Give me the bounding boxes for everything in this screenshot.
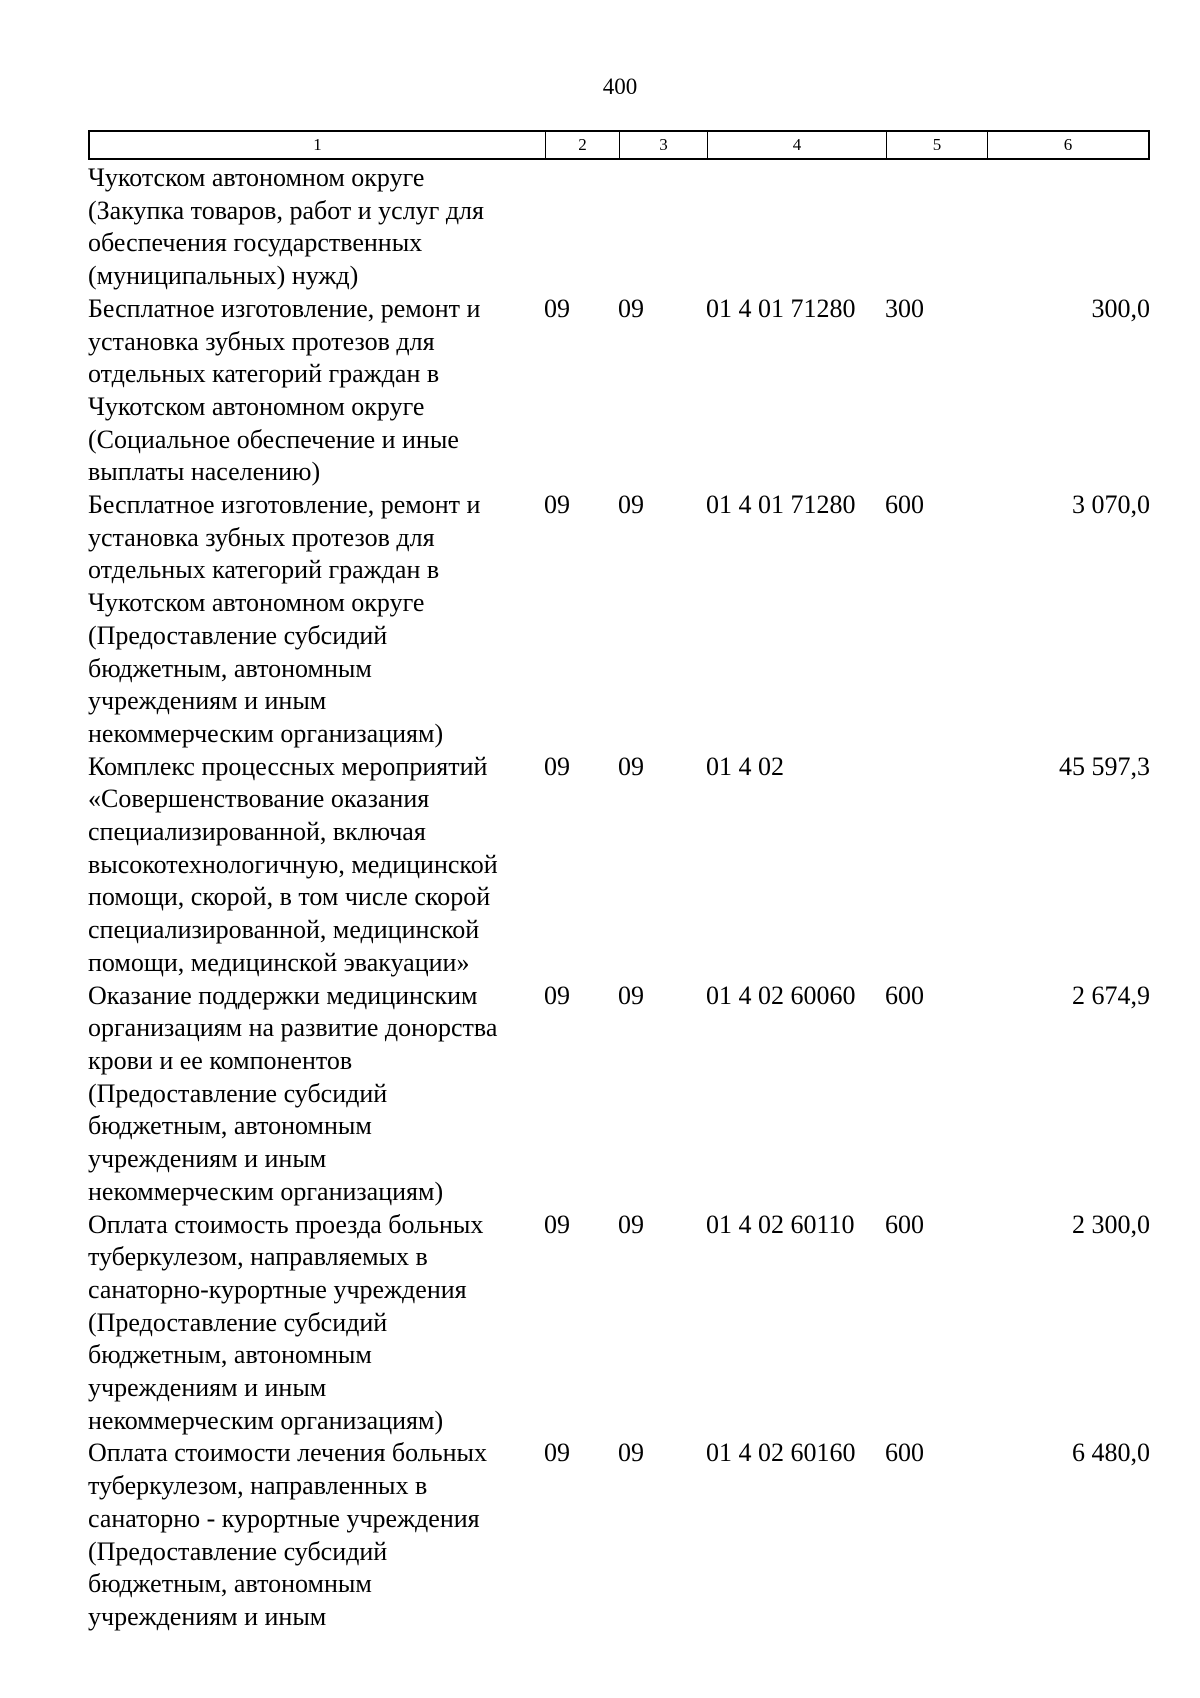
row-amount: 2 674,9 bbox=[1072, 980, 1150, 1010]
table-row bbox=[88, 489, 1150, 751]
row-section: 09 bbox=[544, 751, 570, 781]
header-col-6: 6 bbox=[1063, 135, 1073, 154]
row-amount: 6 480,0 bbox=[1072, 1438, 1150, 1468]
row-description: Оплата стоимость проезда больных туберкулезом, направляемых в санаторно-курортные учреждения (Предоставление субсидий бюджетным, автономным учреждениям и иным некоммерческим организациям) bbox=[88, 1209, 484, 1435]
header-col-2: 2 bbox=[546, 132, 620, 158]
row-target-code bbox=[706, 162, 885, 293]
table-body bbox=[88, 162, 1150, 1634]
table-header bbox=[88, 130, 1150, 160]
table-row bbox=[88, 162, 1150, 293]
row-description: Комплекс процессных мероприятий «Совершенствование оказания специализированной, включая высокотехнологичную, медицинской помощи, скорой, в том числе скорой специализированной, медицинской помощи, медицинской эвакуации» bbox=[88, 751, 498, 977]
page-number: 400 bbox=[602, 74, 638, 99]
row-amount: 3 070,0 bbox=[1072, 490, 1150, 520]
row-section: 09 bbox=[544, 490, 570, 520]
row-target-code: 01 4 01 71280 bbox=[706, 490, 856, 520]
row-target-code: 01 4 02 60060 bbox=[706, 980, 856, 1010]
row-amount: 2 300,0 bbox=[1072, 1209, 1150, 1239]
row-description: Оказание поддержки медицинским организациям на развитие донорства крови и ее компонентов (Предоставление субсидий бюджетным, автономным учреждениям и иным некоммерческим организациям) bbox=[88, 980, 498, 1206]
row-section: 09 bbox=[544, 1438, 570, 1468]
row-amount: 45 597,3 bbox=[1059, 751, 1150, 781]
row-subsection bbox=[618, 162, 706, 293]
row-target-code: 01 4 02 bbox=[706, 751, 784, 781]
row-subsection: 09 bbox=[618, 751, 644, 781]
row-expense-type: 600 bbox=[885, 980, 924, 1010]
row-expense-type bbox=[885, 162, 986, 293]
row-subsection: 09 bbox=[618, 980, 644, 1010]
row-section: 09 bbox=[544, 293, 570, 323]
table-row bbox=[88, 980, 1150, 1209]
header-col-3: 3 bbox=[620, 132, 708, 158]
row-target-code: 01 4 01 71280 bbox=[706, 293, 856, 323]
row-expense-type: 600 bbox=[885, 490, 924, 520]
row-subsection: 09 bbox=[618, 1438, 644, 1468]
row-expense-type: 300 bbox=[885, 293, 924, 323]
row-target-code: 01 4 02 60110 bbox=[706, 1209, 855, 1239]
row-description: Бесплатное изготовление, ремонт и установка зубных протезов для отдельных категорий граждан в Чукотском автономном округе (Социальное обеспечение и иные выплаты населению) bbox=[88, 293, 481, 487]
table-row bbox=[88, 751, 1150, 980]
row-description: Чукотском автономном округе (Закупка товаров, работ и услуг для обеспечения государственных (муниципальных) нужд) bbox=[88, 163, 484, 291]
row-amount: 300,0 bbox=[1091, 293, 1150, 323]
row-section: 09 bbox=[544, 980, 570, 1010]
row-description: Оплата стоимости лечения больных туберкулезом, направленных в санаторно - курортные учреждения (Предоставление субсидий бюджетным, автономным учреждениям и иным bbox=[88, 1438, 488, 1631]
row-section bbox=[544, 162, 618, 293]
header-col-5: 5 bbox=[887, 132, 988, 158]
row-subsection: 09 bbox=[618, 1209, 644, 1239]
row-subsection: 09 bbox=[618, 490, 644, 520]
header-col-1: 1 bbox=[90, 132, 546, 158]
table-row bbox=[88, 293, 1150, 489]
row-description: Бесплатное изготовление, ремонт и установка зубных протезов для отдельных категорий граждан в Чукотском автономном округе (Предоставление субсидий бюджетным, автономным учреждениям и иным некоммерческим организациям) bbox=[88, 490, 481, 748]
row-expense-type bbox=[885, 751, 986, 980]
row-expense-type: 600 bbox=[885, 1438, 924, 1468]
header-col-4: 4 bbox=[708, 132, 887, 158]
row-target-code: 01 4 02 60160 bbox=[706, 1438, 856, 1468]
table-row bbox=[88, 1437, 1150, 1633]
row-subsection: 09 bbox=[618, 293, 644, 323]
row-expense-type: 600 bbox=[885, 1209, 924, 1239]
row-amount bbox=[986, 162, 1150, 293]
table-row bbox=[88, 1209, 1150, 1438]
row-section: 09 bbox=[544, 1209, 570, 1239]
